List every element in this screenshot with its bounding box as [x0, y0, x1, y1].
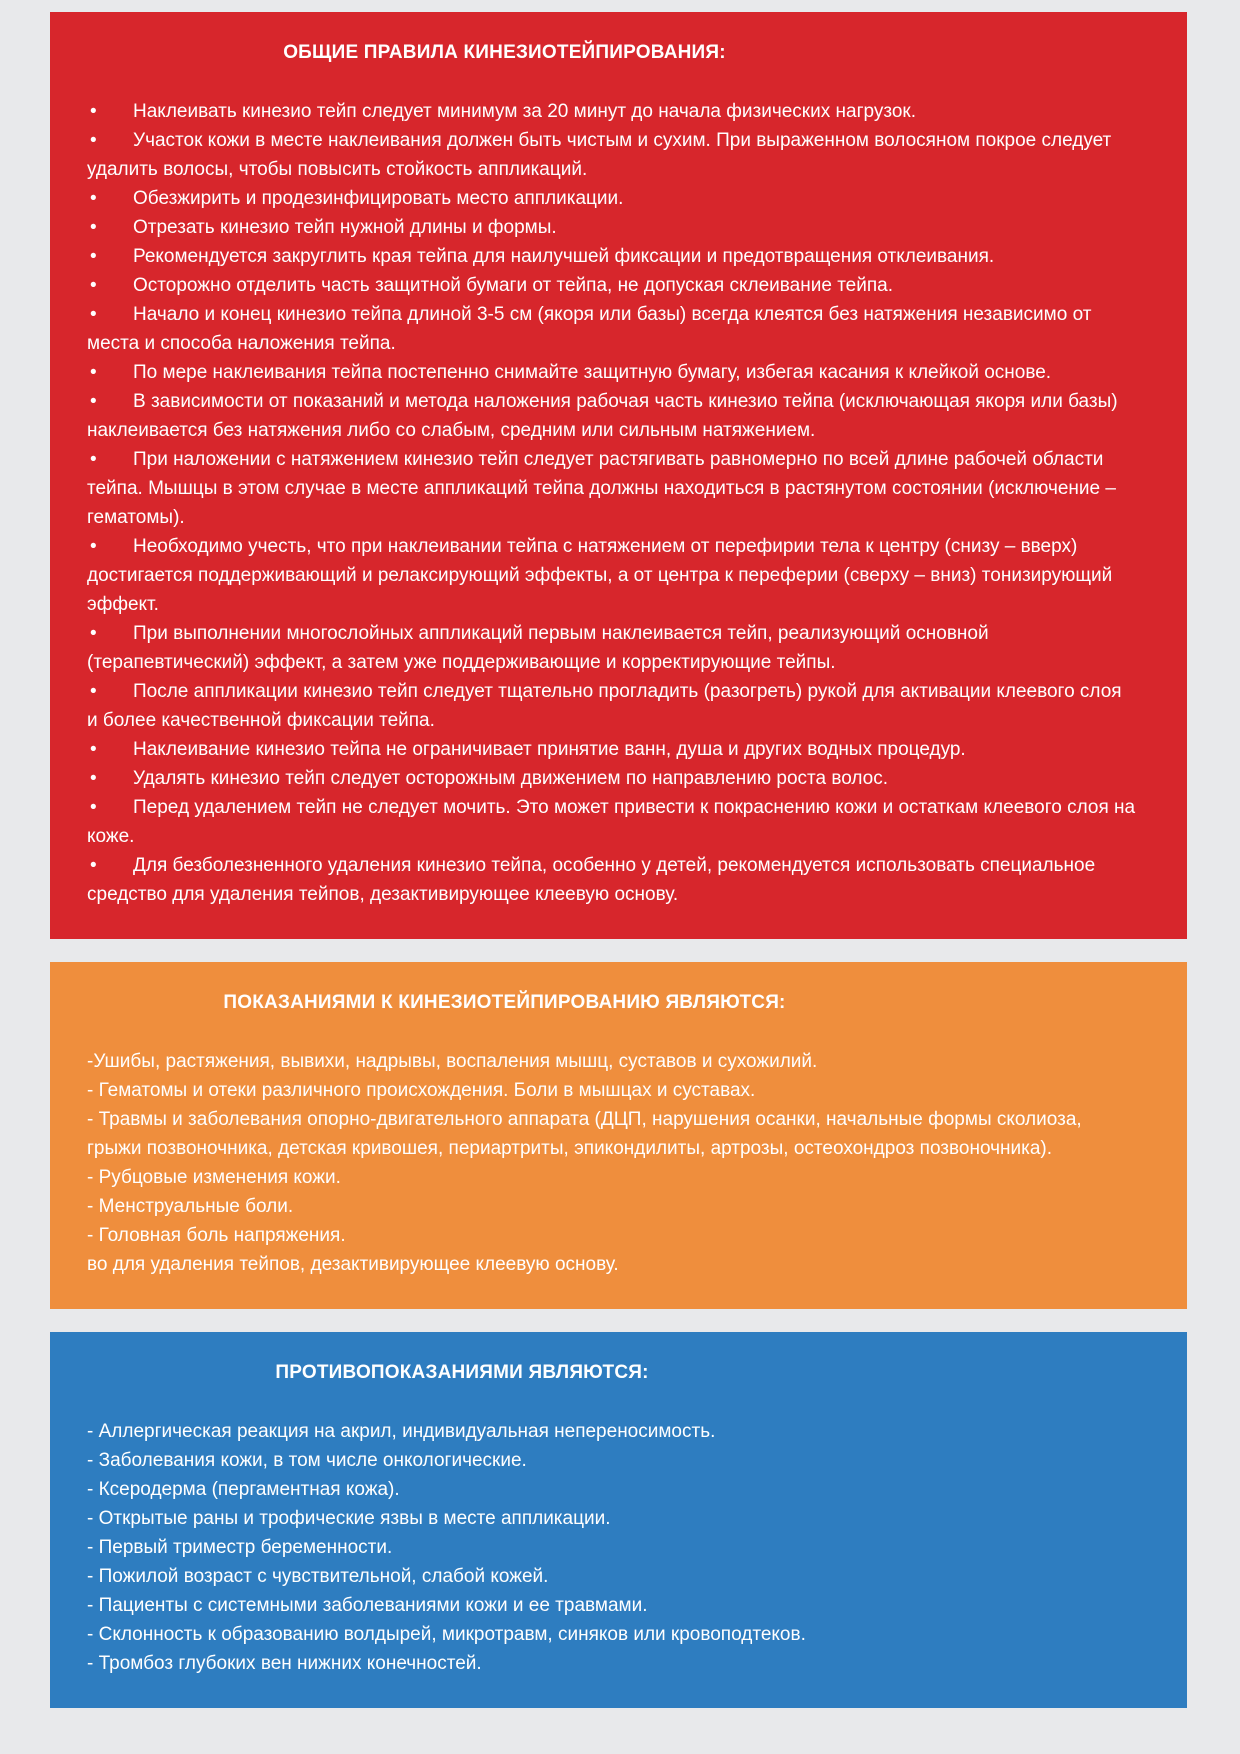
list-item-text: Удалять кинезио тейп следует осторожным движением по направлению роста волос. [133, 768, 889, 789]
section-title: ОБЩИЕ ПРАВИЛА КИНЕЗИОТЕЙПИРОВАНИЯ: [283, 42, 726, 63]
list-item [87, 793, 1137, 851]
bullet-marker: • [90, 797, 97, 818]
bullet-marker: • [90, 449, 97, 470]
list-item: - Заболевания кожи, в том числе онкологические. [87, 1450, 527, 1471]
list-item [87, 387, 1137, 445]
bullet-marker: • [90, 768, 97, 789]
list-item: - Травмы и заболевания опорно-двигательного аппарата (ДЦП, нарушения осанки, начальные формы сколиоза, грыжи позвоночника, детская кривошея, периартриты, эпикондилиты, артрозы, остеохондроз позвоночника). [87, 1109, 1082, 1159]
bullet-marker: • [90, 246, 97, 267]
list-item [87, 358, 1137, 387]
bullet-marker: • [90, 739, 97, 760]
list-item [87, 126, 1137, 184]
list-item [87, 619, 1137, 677]
list-item [87, 300, 1137, 358]
list-item [87, 532, 1137, 619]
list-item: - Пожилой возраст с чувствительной, слабой кожей. [87, 1566, 549, 1587]
list-item [87, 445, 1137, 532]
list-item-text: В зависимости от показаний и метода наложения рабочая часть кинезио тейпа (исключающая якоря или базы) наклеивается без натяжения либо со слабым, средним или сильным натяжением. [87, 391, 1118, 441]
section-title: ПРОТИВОПОКАЗАНИЯМИ ЯВЛЯЮТСЯ: [275, 1362, 649, 1383]
list-item-text: Рекомендуется закруглить края тейпа для наилучшей фиксации и предотвращения отклеивания. [133, 246, 995, 267]
list-item-text: Наклеивать кинезио тейп следует минимум за 20 минут до начала физических нагрузок. [133, 101, 917, 122]
dash-list [87, 1047, 1137, 1279]
bullet-marker: • [90, 217, 97, 238]
list-item: - Менструальные боли. [87, 1196, 294, 1217]
list-item: - Первый триместр беременности. [87, 1537, 393, 1558]
list-item-text: По мере наклеивания тейпа постепенно снимайте защитную бумагу, избегая касания к клейкой основе. [133, 362, 1052, 383]
dash-list [87, 1417, 1137, 1678]
list-item [87, 735, 1137, 764]
list-item [87, 97, 1137, 126]
list-item [87, 213, 1137, 242]
list-item-text: При выполнении многослойных аппликаций первым наклеивается тейп, реализующий основной (терапевтический) эффект, а затем уже поддерживающие и корректирующие тейпы. [87, 623, 989, 673]
section-indications [50, 962, 1187, 1309]
list-item: во для удаления тейпов, дезактивирующее клеевую основу. [87, 1254, 619, 1275]
list-item-text: Участок кожи в месте наклеивания должен быть чистым и сухим. При выраженном волосяном покрое следует удалить волосы, чтобы повысить стойкость аппликаций. [87, 130, 1112, 180]
bullet-marker: • [90, 275, 97, 296]
bullet-marker: • [90, 304, 97, 325]
bullet-marker: • [90, 681, 97, 702]
bullet-marker: • [90, 855, 97, 876]
bullet-marker: • [90, 362, 97, 383]
bullet-marker: • [90, 130, 97, 151]
bullet-marker: • [90, 623, 97, 644]
list-item: - Открытые раны и трофические язвы в месте аппликации. [87, 1508, 611, 1529]
list-item: -Ушибы, растяжения, вывихи, надрывы, воспаления мышц, суставов и сухожилий. [87, 1051, 818, 1072]
section-contraindications [50, 1332, 1187, 1708]
list-item [87, 764, 1137, 793]
bullet-list [87, 97, 1137, 909]
list-item: - Аллергическая реакция на акрил, индивидуальная непереносимость. [87, 1421, 716, 1442]
list-item [87, 851, 1137, 909]
list-item: - Рубцовые изменения кожи. [87, 1167, 341, 1188]
list-item-text: Обезжирить и продезинфицировать место аппликации. [133, 188, 624, 209]
section-title: ПОКАЗАНИЯМИ К КИНЕЗИОТЕЙПИРОВАНИЮ ЯВЛЯЮТСЯ: [223, 992, 786, 1013]
list-item-text: При наложении с натяжением кинезио тейп следует растягивать равномерно по всей длине рабочей области тейпа. Мышцы в этом случае в месте аппликаций тейпа должны находиться в растянутом состоянии (исключение – гематомы). [87, 449, 1116, 528]
list-item-text: Осторожно отделить часть защитной бумаги от тейпа, не допуская склеивание тейпа. [133, 275, 893, 296]
list-item: - Пациенты с системными заболеваниями кожи и ее травмами. [87, 1595, 648, 1616]
list-item [87, 242, 1137, 271]
list-item [87, 677, 1137, 735]
list-item-text: После аппликации кинезио тейп следует тщательно прогладить (разогреть) рукой для активации клеевого слоя и более качественной фиксации тейпа. [87, 681, 1122, 731]
list-item-text: Для безболезненного удаления кинезио тейпа, особенно у детей, рекомендуется использовать специальное средство для удаления тейпов, дезактивирующее клеевую основу. [87, 855, 1096, 905]
list-item: - Гематомы и отеки различного происхождения. Боли в мышцах и суставах. [87, 1080, 756, 1101]
list-item [87, 184, 1137, 213]
list-item-text: Отрезать кинезио тейп нужной длины и формы. [133, 217, 557, 238]
bullet-marker: • [90, 391, 97, 412]
list-item [87, 271, 1137, 300]
section-general-rules [50, 12, 1187, 939]
list-item: - Склонность к образованию волдырей, микротравм, синяков или кровоподтеков. [87, 1624, 806, 1645]
list-item: - Тромбоз глубоких вен нижних конечностей. [87, 1653, 482, 1674]
list-item-text: Начало и конец кинезио тейпа длиной 3-5 см (якоря или базы) всегда клеятся без натяжения независимо от места и способа наложения тейпа. [87, 304, 1092, 354]
list-item-text: Перед удалением тейп не следует мочить. Это может привести к покраснению кожи и остаткам клеевого слоя на коже. [87, 797, 1136, 847]
list-item: - Головная боль напряжения. [87, 1225, 346, 1246]
list-item: - Ксеродерма (пергаментная кожа). [87, 1479, 400, 1500]
bullet-marker: • [90, 188, 97, 209]
list-item-text: Наклеивание кинезио тейпа не ограничивает принятие ванн, душа и других водных процедур. [133, 739, 966, 760]
list-item-text: Необходимо учесть, что при наклеивании тейпа с натяжением от перефирии тела к центру (снизу – вверх) достигается поддерживающий и релаксирующий эффекты, а от центра к переферии (сверху – вниз) тонизирующий эффект. [87, 536, 1113, 615]
bullet-marker: • [90, 536, 97, 557]
bullet-marker: • [90, 101, 97, 122]
